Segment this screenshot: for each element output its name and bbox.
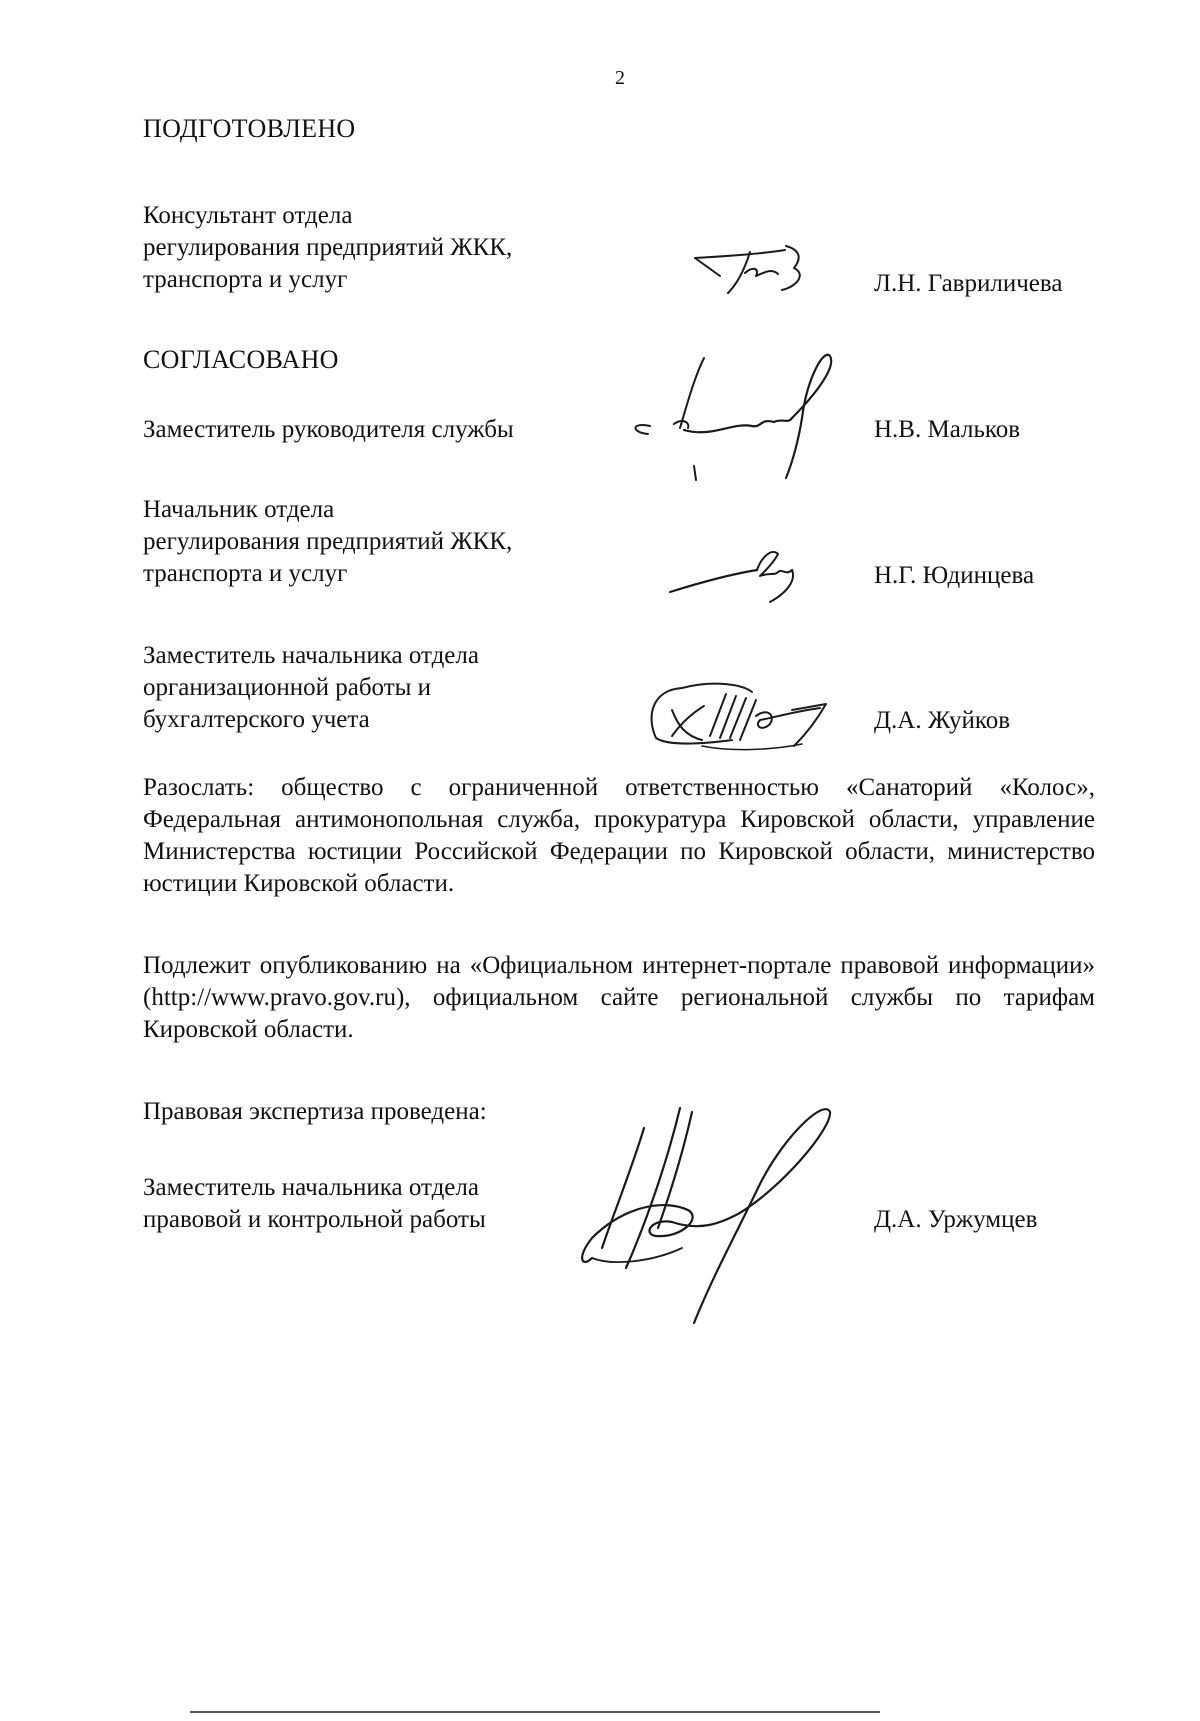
publication-note: Подлежит опубликованию на «Официальном интернет-портале правовой информации» (http://www.pravo.gov.ru), официальном сайте региональной службы по тарифам Кировской области. — [143, 952, 1095, 1043]
signature-zhuikov — [642, 676, 852, 756]
prepared-position — [143, 200, 603, 296]
distribution-list: Разослать: общество с ограниченной ответственностью «Санаторий «Колос», Федеральная антимонопольная служба, прокуратура Кировской области, управление Министерства юстиции Российской Федерации по Кировской области, министерство юстиции Кировской области. — [143, 774, 1095, 897]
signer-name: Н.Г. Юдинцева — [874, 562, 1035, 589]
position-line: организационной работы и — [143, 674, 432, 701]
position-line: Начальник отдела — [143, 496, 335, 523]
signer-name: Д.А. Жуйков — [874, 707, 1011, 734]
agreed-position — [143, 494, 603, 590]
position-line: Заместитель начальника отдела — [143, 1174, 479, 1201]
legal-review-position — [143, 1172, 603, 1236]
prepared-heading: ПОДГОТОВЛЕНО — [143, 114, 356, 143]
signature-gavrilicheva — [690, 238, 820, 308]
legal-review-label: Правовая экспертиза проведена: — [143, 1098, 487, 1125]
position-line: транспорта и услуг — [143, 560, 348, 587]
position-line: Консультант отдела — [143, 202, 353, 229]
position-line: Заместитель начальника отдела — [143, 642, 479, 669]
position-line: Заместитель руководителя службы — [143, 416, 514, 443]
position-line: регулирования предприятий ЖКК, — [143, 528, 513, 555]
position-line: бухгалтерского учета — [143, 706, 370, 733]
footer-line — [190, 1711, 880, 1713]
position-line: правовой и контрольной работы — [143, 1206, 486, 1233]
signature-yudintseva — [662, 536, 812, 616]
agreed-heading: СОГЛАСОВАНО — [143, 345, 339, 374]
page-number: 2 — [615, 67, 625, 89]
position-line: регулирования предприятий ЖКК, — [143, 234, 513, 261]
position-line: транспорта и услуг — [143, 266, 348, 293]
signature-malkov — [602, 348, 862, 488]
agreed-position — [143, 414, 603, 446]
signer-name: Д.А. Уржумцев — [874, 1206, 1038, 1233]
signer-name: Н.В. Мальков — [874, 416, 1021, 443]
signer-name: Л.Н. Гавриличева — [874, 270, 1063, 297]
signature-urzhumtsev — [552, 1098, 872, 1328]
agreed-position — [143, 640, 603, 736]
